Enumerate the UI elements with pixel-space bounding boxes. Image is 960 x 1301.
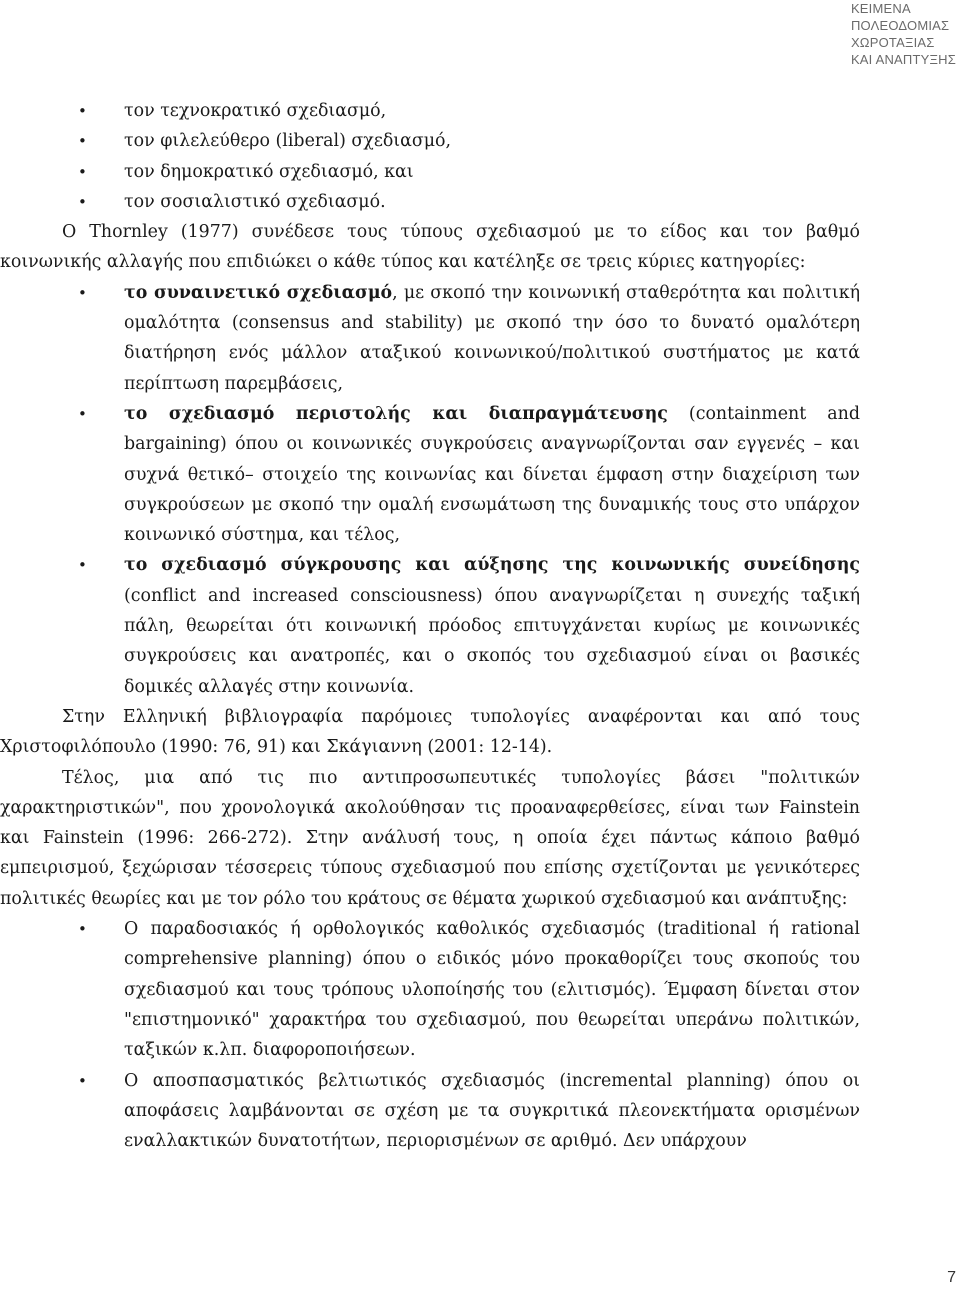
- running-header: [851, 0, 956, 68]
- fainstein-types-list: [0, 914, 860, 1156]
- header-line-4: ΚΑΙ ΑΝΑΠΤΥΞΗΣ: [850, 52, 956, 67]
- list-item: • τον σοσιαλιστικό σχεδιασμό.: [0, 187, 860, 217]
- list-item: • Ο αποσπασματικός βελτιωτικός σχεδιασμός (incremental planning) όπου οι αποφάσεις λαμβάνονται σε σχέση με τα συγκριτικά πλεονεκτήματα ορισμένων εναλλακτικών δυνατοτήτων, περιορισμένων σε αριθμό. Δεν υπάρχουν: [0, 1066, 860, 1157]
- term-bold: το σχεδιασμό περιστολής και διαπραγμάτευσης: [124, 403, 668, 424]
- paragraph-thornley: Ο Thornley (1977) συνέδεσε τους τύπους σχεδιασμού με το είδος και τον βαθμό κοινωνικής αλλαγής που επιδιώκει ο κάθε τύπος και κατέληξε σε τρεις κύριες κατηγορίες:: [0, 222, 860, 273]
- list-item: • τον τεχνοκρατικό σχεδιασμό,: [0, 96, 860, 126]
- list-item: [0, 278, 860, 399]
- page-number: 7: [947, 1269, 956, 1286]
- header-line-3: ΧΩΡΟΤΑΞΙΑΣ: [850, 35, 935, 50]
- list-item: • τον δημοκρατικό σχεδιασμό, και: [0, 157, 860, 187]
- term-bold: το σχεδιασμό σύγκρουσης και αύξησης της κοινωνικής συνείδησης: [124, 555, 860, 576]
- list-item: • Ο παραδοσιακός ή ορθολογικός καθολικός σχεδιασμός (traditional ή rational comprehensive planning) όπου ο ειδικός μόνο προκαθορίζει τους σκοπούς του σχεδιασμού και τους τρόπους υλοποίησής του (ελιτισμός). Έμφαση δίνεται στον "επιστημονικό" χαρακτήρα του σχεδιασμού, που θεωρείται υπεράνω πολιτικών, ταξικών κ.λπ. διαφοροποιήσεων.: [0, 914, 860, 1065]
- term-description: (conflict and increased consciousness) όπου αναγνωρίζεται η συνεχής ταξική πάλη, θεωρείται ότι κοινωνική πρόοδος επιτυγχάνεται κυρίως με κοινωνικές συγκρούσεις και ανατροπές, και ο σκοπός του σχεδιασμού είναι οι βασικές δομικές αλλαγές στην κοινωνία.: [124, 585, 860, 697]
- term-description: , με σκοπό την κοινωνική σταθερότητα και πολιτική ομαλότητα (consensus and stability) με σκοπό την όσο το δυνατό ομαλότερη διατήρηση ενός μάλλον αταξικού κοινωνικού/πολιτικού συστήματος με κατά περίπτωση παρεμβάσεις,: [124, 282, 860, 394]
- list-item: • τον φιλελεύθερο (liberal) σχεδιασμό,: [0, 126, 860, 156]
- term-description: (containment and bargaining) όπου οι κοινωνικές συγκρούσεις αναγνωρίζονται σαν εγγενές – και συχνά θετικό– στοιχείο της κοινωνίας και δίνεται έμφαση στην διαχείριση των συγκρούσεων με σκοπό την ομαλή ενσωμάτωση της δυναμικής τους στο υπάρχον κοινωνικό σύστημα, και τέλος,: [124, 403, 860, 546]
- list-item: [0, 399, 860, 550]
- page-body: [0, 96, 860, 1156]
- planning-types-list: [0, 96, 860, 217]
- paragraph-fainstein: Τέλος, μια από τις πιο αντιπροσωπευτικές τυπολογίες βάσει "πολιτικών χαρακτηριστικών", που χρονολογικά ακολούθησαν τις προαναφερθείσες, είναι των Fainstein και Fainstein (1996: 266-272). Στην ανάλυσή τους, η οποία έχει πάντως κάποιο βαθμό εμπειρισμού, ξεχώρισαν τέσσερεις τύπους σχεδιασμού που επίσης σχετίζονται με γενικότερες πολιτικές θεωρίες και με τον ρόλο του κράτους σε θέματα χωρικού σχεδιασμού και ανάπτυξης:: [0, 767, 860, 909]
- thornley-categories-list: [0, 278, 860, 702]
- header-line-1: ΚΕΙΜΕΝΑ: [850, 1, 911, 16]
- list-item: [0, 550, 860, 701]
- header-line-2: ΠΟΛΕΟΔΟΜΙΑΣ: [850, 18, 950, 33]
- paragraph-greek-bibliography: Στην Ελληνική βιβλιογραφία παρόμοιες τυπολογίες αναφέρονται και από τους Χριστοφιλόπουλο (1990: 76, 91) και Σκάγιαννη (2001: 12-14).: [0, 706, 860, 758]
- term-bold: το συναινετικό σχεδιασμό: [124, 282, 393, 303]
